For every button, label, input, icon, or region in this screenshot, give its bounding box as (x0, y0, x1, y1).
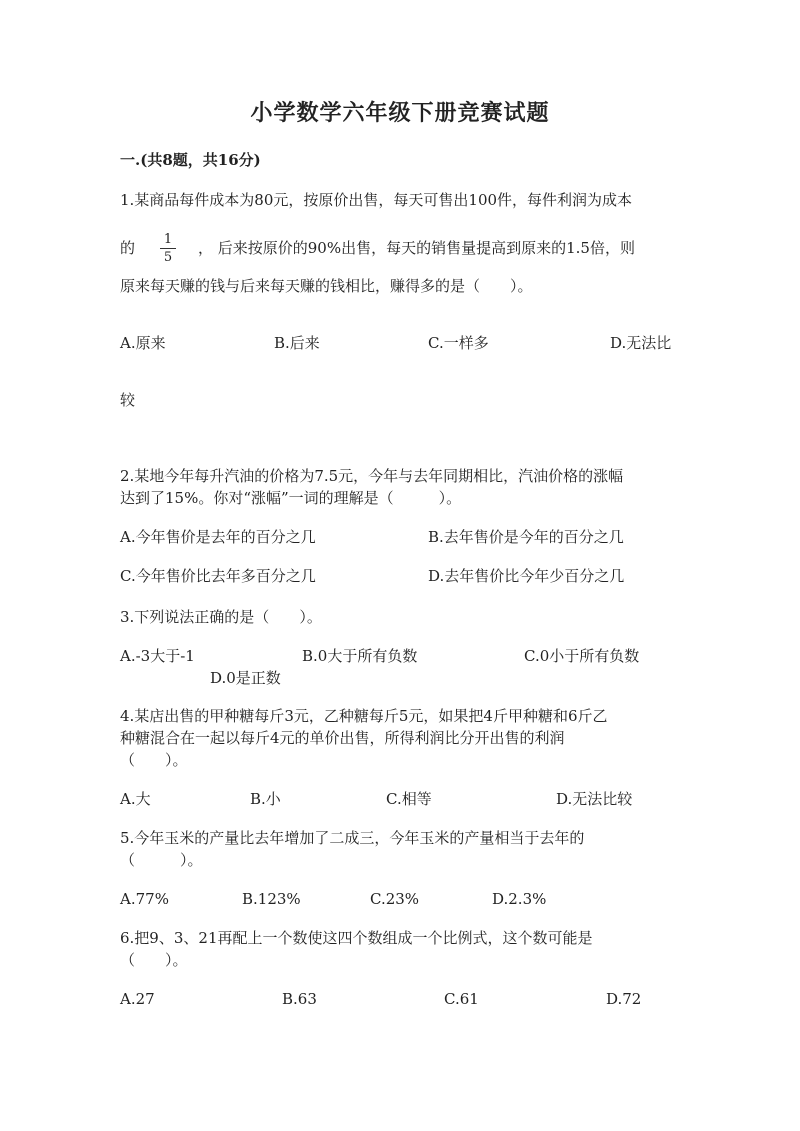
q1-fraction-numerator: 1 (163, 232, 173, 247)
page-title: 小学数学六年级下册竞赛试题 (250, 100, 550, 126)
q2-option-c: C.今年售价比去年多百分之几 (120, 567, 316, 585)
q2-stem-line2: 达到了15%。你对“涨幅”一词的理解是（ ）。 (120, 489, 462, 507)
q5-stem-line2: （ ）。 (120, 851, 203, 869)
q1-stem-line2-suffix: ， 后来按原价的90%出售，每天的销售量提高到原来的1.5倍，则 (198, 239, 635, 257)
q5-stem-line1: 5.今年玉米的产量比去年增加了二成三，今年玉米的产量相当于去年的 (120, 829, 585, 847)
q1-stem-line3: 原来每天赚的钱与后来每天赚的钱相比，赚得多的是（ ）。 (120, 277, 533, 295)
section-heading: 一.(共8题，共16分) (120, 151, 261, 169)
q4-stem-line1: 4.某店出售的甲种糖每斤3元，乙种糖每斤5元，如果把4斤甲种糖和6斤乙 (120, 707, 608, 725)
q1-fraction (158, 232, 178, 265)
q1-fraction-bar (160, 248, 176, 249)
q6-option-b: B.63 (282, 990, 317, 1008)
q6-option-a: A.27 (120, 990, 155, 1008)
q4-stem-line2: 种糖混合在一起以每斤4元的单价出售，所得利润比分开出售的利润 (120, 729, 565, 747)
q2-option-b: B.去年售价是今年的百分之几 (428, 528, 624, 546)
q3-option-c: C.0小于所有负数 (524, 647, 640, 665)
q1-option-a: A.原来 (120, 334, 166, 352)
q1-stem-line2-prefix: 的 (120, 239, 136, 257)
q4-option-c: C.相等 (386, 790, 432, 808)
q5-option-d: D.2.3% (492, 890, 547, 908)
q4-option-b: B.小 (250, 790, 281, 808)
q1-fraction-denominator: 5 (163, 250, 173, 265)
q2-option-a: A.今年售价是去年的百分之几 (120, 528, 316, 546)
q1-option-b: B.后来 (274, 334, 320, 352)
q1-option-d: D.无法比 (610, 334, 672, 352)
q6-stem-line1: 6.把9、3、21再配上一个数使这四个数组成一个比例式，这个数可能是 (120, 929, 593, 947)
q6-stem-line2: （ ）。 (120, 951, 188, 969)
q5-option-a: A.77% (120, 890, 169, 908)
q1-option-d-wrap: 较 (120, 391, 136, 409)
q1-option-c: C.一样多 (428, 334, 489, 352)
q2-option-d: D.去年售价比今年少百分之几 (428, 567, 625, 585)
q3-option-b: B.0大于所有负数 (302, 647, 418, 665)
q5-option-b: B.123% (242, 890, 301, 908)
q6-option-d: D.72 (606, 990, 642, 1008)
q3-stem: 3.下列说法正确的是（ ）。 (120, 608, 322, 626)
q1-stem-line1: 1.某商品每件成本为80元，按原价出售，每天可售出100件，每件利润为成本 (120, 191, 633, 209)
q5-option-c: C.23% (370, 890, 420, 908)
q4-option-a: A.大 (120, 790, 151, 808)
q2-stem-line1: 2.某地今年每升汽油的价格为7.5元，今年与去年同期相比，汽油价格的涨幅 (120, 467, 624, 485)
q3-option-d: D.0是正数 (210, 669, 281, 687)
q4-stem-line3: （ ）。 (120, 751, 188, 769)
q3-option-a: A.-3大于-1 (120, 647, 195, 665)
q4-option-d: D.无法比较 (556, 790, 633, 808)
q6-option-c: C.61 (444, 990, 479, 1008)
